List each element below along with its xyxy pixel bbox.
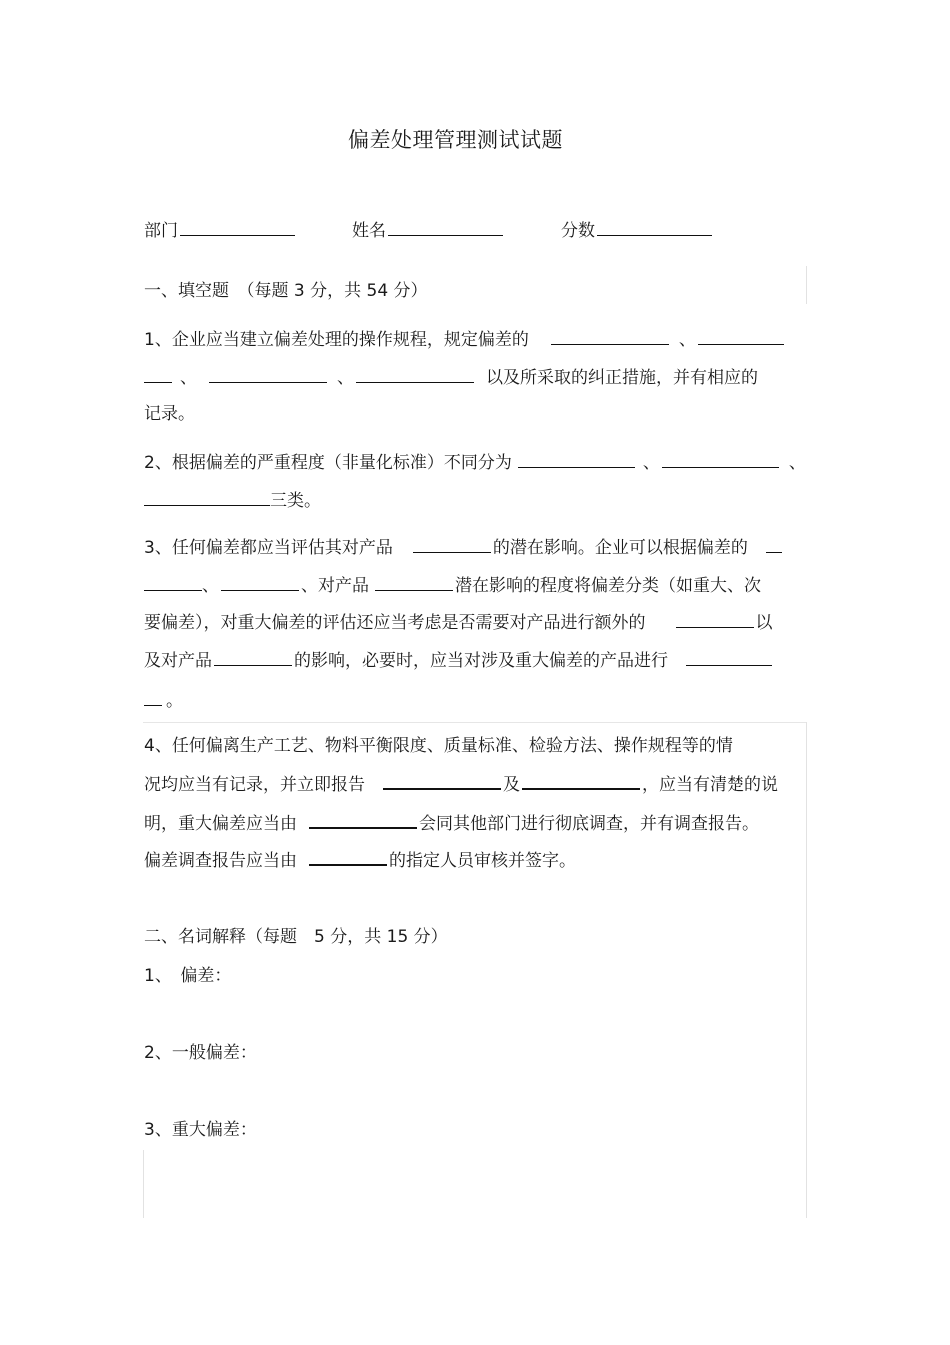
- q3-line2: [144, 575, 761, 596]
- q1-text-d: 、: [337, 368, 354, 388]
- q3-line3: [144, 612, 773, 633]
- q1-text-c: 、: [180, 368, 197, 388]
- q2-line2: [144, 490, 321, 511]
- q4-blank-3[interactable]: [309, 812, 417, 829]
- score-blank[interactable]: [597, 220, 712, 236]
- section1-heading: 一、填空题 （每题 3 分，共 54 分）: [144, 281, 428, 301]
- border-line-mid: [143, 722, 807, 723]
- border-line-right-top: [806, 266, 807, 304]
- q1-text-a: 1、企业应当建立偏差处理的操作规程，规定偏差的: [144, 330, 529, 350]
- q3-blank-2[interactable]: [766, 537, 782, 553]
- q4-text-c: 及: [503, 775, 520, 795]
- q3-text-i: 的影响，必要时，应当对涉及重大偏差的产品进行: [294, 651, 668, 671]
- section2-heading: 二、名词解释（每题 5 分，共 15 分）: [144, 927, 448, 947]
- q2-blank-3[interactable]: [144, 490, 270, 506]
- name-label: 姓名: [352, 221, 386, 241]
- q3-line5: [144, 690, 183, 711]
- name-field: [352, 220, 505, 241]
- q1-line1: [144, 329, 786, 350]
- q4-text-f: 会同其他部门进行彻底调查，并有调查报告。: [419, 814, 759, 834]
- q3-blank-5[interactable]: [676, 612, 754, 628]
- q1-blank-2[interactable]: [698, 329, 784, 345]
- q1-text-b: 、: [678, 330, 696, 350]
- q3-blank-7-cont[interactable]: [144, 690, 162, 706]
- q3-text-f: 要偏差），对重大偏差的评估还应当考虑是否需要对产品进行额外的: [144, 613, 646, 633]
- q4-line4: [144, 849, 576, 871]
- name-blank[interactable]: [388, 220, 503, 236]
- q1-blank-2-cont[interactable]: [144, 367, 172, 383]
- q4-line1: 4、任何偏离生产工艺、物料平衡限度、质量标准、检验方法、操作规程等的情: [144, 736, 733, 756]
- q3-blank-3[interactable]: [221, 575, 299, 591]
- q1-blank-1[interactable]: [551, 329, 669, 345]
- q4-line3: [144, 812, 759, 834]
- q2-text-d: 三类。: [270, 491, 321, 511]
- q3-text-b: 的潜在影响。企业可以根据偏差的: [492, 538, 748, 558]
- q1-line2: [144, 367, 758, 388]
- q3-text-j: 。: [166, 691, 183, 711]
- q4-line2: [144, 773, 778, 795]
- q3-text-d: 、对产品: [301, 576, 369, 596]
- dept-blank[interactable]: [180, 220, 295, 236]
- q4-blank-1[interactable]: [383, 773, 501, 790]
- q1-blank-4[interactable]: [356, 367, 474, 383]
- q4-text-g: 偏差调查报告应当由: [144, 851, 297, 871]
- q3-text-h: 及对产品: [144, 651, 212, 671]
- term-item-1: 1、 偏差：: [144, 966, 232, 986]
- q3-blank-2-cont[interactable]: [144, 575, 202, 591]
- q4-text-d: ，应当有清楚的说: [642, 775, 778, 795]
- q3-text-g: 以: [755, 613, 773, 633]
- q4-text-h: 的指定人员审核并签字。: [389, 851, 576, 871]
- dept-label: 部门: [144, 221, 178, 241]
- q3-blank-1[interactable]: [413, 537, 491, 553]
- q1-text-e: 以及所采取的纠正措施，并有相应的: [486, 368, 758, 388]
- q2-text-c: 、: [788, 453, 806, 473]
- score-label: 分数: [561, 221, 595, 241]
- q3-line4: [144, 650, 774, 671]
- q3-blank-7[interactable]: [686, 650, 772, 666]
- q4-text-e: 明，重大偏差应当由: [144, 814, 297, 834]
- q3-line1: [144, 537, 784, 558]
- q3-text-e: 潜在影响的程度将偏差分类（如重大、次: [455, 576, 761, 596]
- q2-text-a: 2、根据偏差的严重程度（非量化标准）不同分为: [144, 453, 512, 473]
- dept-field: [144, 220, 297, 241]
- page-title: 偏差处理管理测试试题: [348, 128, 563, 152]
- q4-blank-4[interactable]: [309, 849, 387, 866]
- q1-blank-3[interactable]: [209, 367, 327, 383]
- q3-text-a: 3、任何偏差都应当评估其对产品: [144, 538, 393, 558]
- q2-line1: [144, 452, 806, 473]
- q4-blank-2[interactable]: [522, 773, 640, 790]
- border-line-left-bottom: [143, 1150, 144, 1218]
- q3-text-c: 、: [202, 576, 219, 596]
- q2-text-b: 、: [642, 453, 660, 473]
- q1-line3: 记录。: [144, 404, 195, 424]
- q3-blank-6[interactable]: [214, 650, 292, 666]
- q3-blank-4[interactable]: [375, 575, 453, 591]
- border-line-right-bottom: [806, 722, 807, 1218]
- q4-text-b: 况均应当有记录，并立即报告: [144, 775, 365, 795]
- term-item-3: 3、重大偏差：: [144, 1120, 257, 1140]
- term-item-2: 2、一般偏差：: [144, 1043, 257, 1063]
- q2-blank-1[interactable]: [518, 452, 635, 468]
- q2-blank-2[interactable]: [662, 452, 779, 468]
- score-field: [561, 220, 714, 241]
